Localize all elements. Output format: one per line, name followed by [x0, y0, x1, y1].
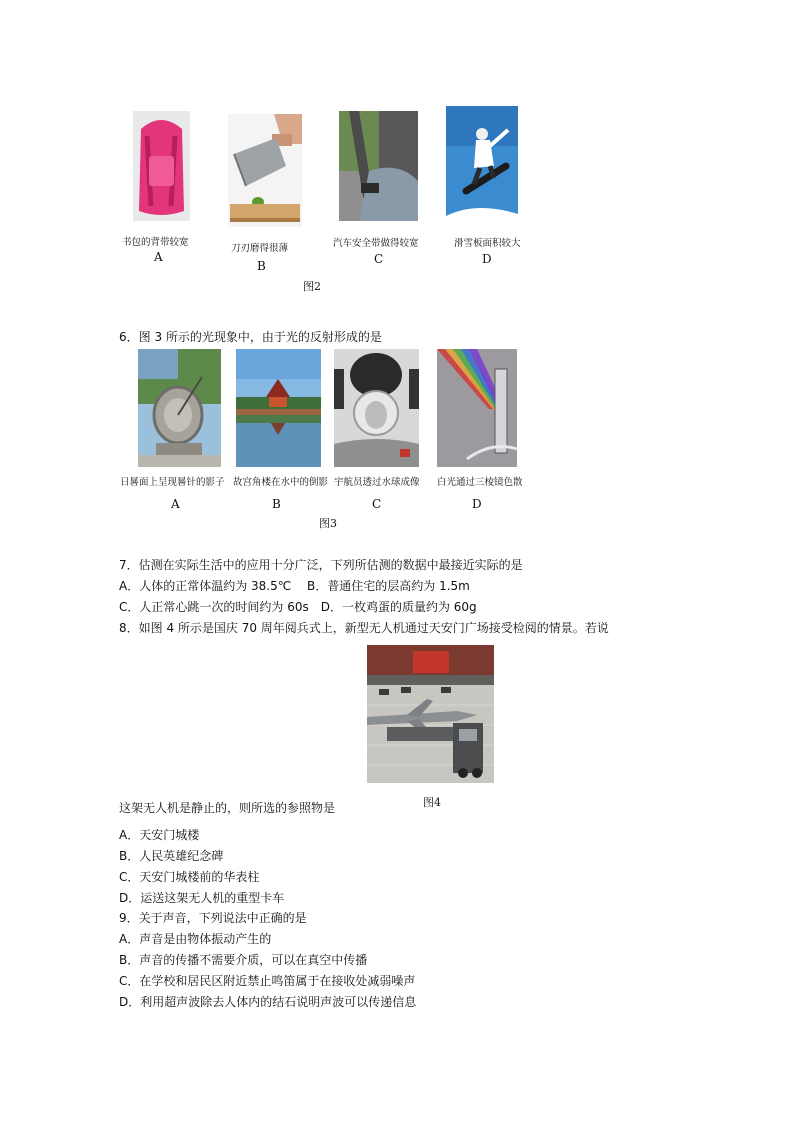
q8-option-a: A．天安门城楼	[119, 828, 200, 842]
fig3-letter-c: C	[372, 497, 382, 511]
fig2-caption-b: 刀刃磨得很薄	[231, 243, 289, 254]
q9-option-b: B．声音的传播不需要介质，可以在真空中传播	[119, 953, 368, 967]
q6-stem: 6．图 3 所示的光现象中，由于光的反射形成的是	[119, 330, 382, 344]
prism-photo	[437, 349, 517, 467]
q8-option-d: D．运送这架无人机的重型卡车	[119, 891, 285, 905]
q8-option-b: B．人民英雄纪念碑	[119, 849, 224, 863]
backpack-photo	[133, 111, 190, 221]
drone-parade-photo	[367, 645, 494, 783]
corner-tower-photo	[236, 349, 321, 467]
fig2-caption-c: 汽车安全带做得较宽	[333, 238, 419, 249]
fig2-letter-a: A	[154, 250, 163, 264]
fig2-letter-b: B	[257, 259, 266, 273]
fig3-caption-b: 故宫角楼在水中的倒影	[233, 477, 329, 488]
water-ball-photo	[334, 349, 419, 467]
fig3-caption-d: 白光通过三棱镜色散	[437, 477, 523, 488]
fig4-label: 图4	[423, 796, 441, 809]
fig2-letter-d: D	[482, 252, 492, 266]
q9-option-a: A．声音是由物体振动产生的	[119, 932, 272, 946]
fig3-letter-a: A	[171, 497, 180, 511]
q9-stem: 9．关于声音，下列说法中正确的是	[119, 911, 307, 925]
cleaver-photo	[228, 114, 302, 227]
q8-stem-continued: 这架无人机是静止的，则所选的参照物是	[119, 801, 336, 815]
q7-options-line1: A．人体的正常体温约为 38.5℃ B．普通住宅的层高约为 1.5m	[119, 579, 470, 593]
q8-option-c: C．天安门城楼前的华表柱	[119, 870, 260, 884]
sundial-photo	[138, 349, 221, 467]
fig2-letter-c: C	[374, 252, 384, 266]
fig3-caption-a: 日晷面上呈现晷针的影子	[120, 477, 225, 488]
fig2-caption-a: 书包的背带较宽	[122, 237, 189, 248]
fig3-label: 图3	[319, 517, 337, 530]
q7-options-line2: C．人正常心跳一次的时间约为 60s D．一枚鸡蛋的质量约为 60g	[119, 600, 477, 614]
q9-option-d: D．利用超声波除去人体内的结石说明声波可以传递信息	[119, 995, 417, 1009]
snowboard-photo	[446, 106, 518, 229]
fig3-letter-b: B	[272, 497, 281, 511]
q9-option-c: C．在学校和居民区附近禁止鸣笛属于在接收处减弱噪声	[119, 974, 416, 988]
q7-stem: 7．估测在实际生活中的应用十分广泛，下列所估测的数据中最接近实际的是	[119, 558, 523, 572]
fig3-letter-d: D	[472, 497, 482, 511]
fig2-label: 图2	[303, 280, 321, 293]
fig2-caption-d: 滑雪板面积较大	[454, 238, 521, 249]
q8-stem: 8．如图 4 所示是国庆 70 周年阅兵式上，新型无人机通过天安门广场接受检阅的情景。若说	[119, 621, 609, 635]
seatbelt-photo	[339, 111, 418, 221]
fig3-caption-c: 宇航员透过水球成像	[334, 477, 420, 488]
